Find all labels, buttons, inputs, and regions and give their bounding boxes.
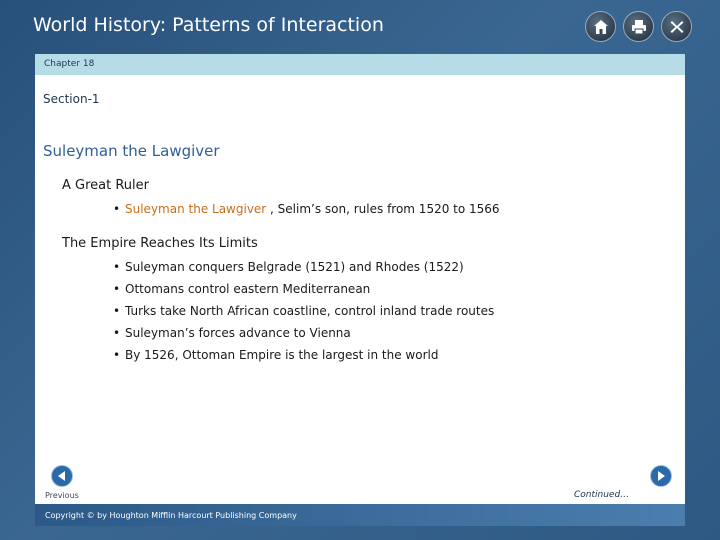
list-item: • Turks take North African coastline, control inland trade routes — [113, 300, 494, 322]
app-title: World History: Patterns of Interaction — [33, 14, 384, 36]
chapter-bar — [35, 54, 685, 75]
print-button[interactable] — [623, 11, 654, 42]
heading-empire-limits: The Empire Reaches Its Limits — [62, 236, 258, 251]
bullet-list-great-ruler — [113, 198, 500, 220]
list-item-text: , Selim’s son, rules from 1520 to 1566 — [266, 202, 500, 216]
heading-great-ruler: A Great Ruler — [62, 178, 149, 193]
close-icon — [668, 18, 686, 36]
chapter-label: Chapter 18 — [44, 59, 95, 69]
home-icon — [592, 18, 610, 36]
next-label[interactable]: Next — [651, 491, 670, 500]
print-icon — [630, 18, 648, 36]
previous-button[interactable] — [51, 465, 73, 487]
list-item: • By 1526, Ottoman Empire is the largest in the world — [113, 344, 494, 366]
continued-label: Continued… — [574, 490, 630, 500]
arrow-left-icon — [56, 467, 68, 486]
top-nav-icons — [585, 11, 692, 42]
content-panel — [35, 54, 685, 526]
list-item: • Ottomans control eastern Mediterranean — [113, 278, 494, 300]
arrow-right-icon — [655, 467, 667, 486]
list-item — [113, 198, 500, 220]
copyright-text: Copyright © by Houghton Mifflin Harcourt Publishing Company — [45, 511, 297, 520]
list-item: • Suleyman conquers Belgrade (1521) and Rhodes (1522) — [113, 256, 494, 278]
section-label: Section-1 — [43, 92, 100, 106]
previous-label[interactable]: Previous — [45, 491, 79, 500]
close-button[interactable] — [661, 11, 692, 42]
topic-title: Suleyman the Lawgiver — [43, 142, 220, 160]
highlight-term: Suleyman the Lawgiver — [125, 202, 267, 216]
list-item: • Suleyman’s forces advance to Vienna — [113, 322, 494, 344]
home-button[interactable] — [585, 11, 616, 42]
bullet-list-empire-limits — [113, 256, 494, 366]
footer-bar — [35, 504, 685, 526]
next-button[interactable] — [650, 465, 672, 487]
